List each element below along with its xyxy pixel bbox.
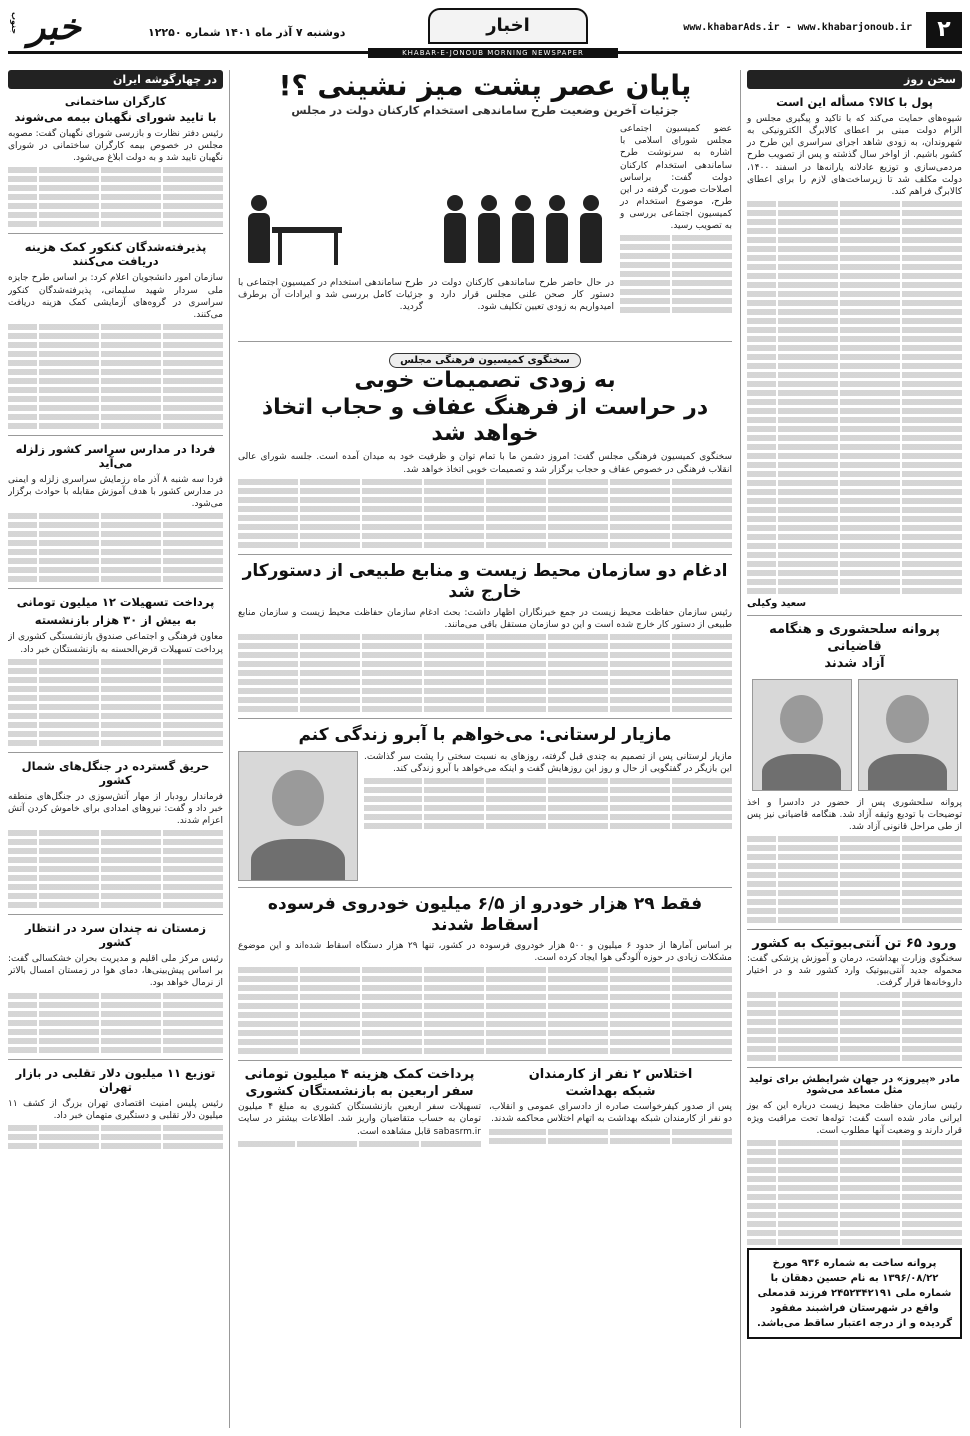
text-filler — [8, 704, 223, 710]
text-filler — [8, 848, 223, 854]
text-filler — [747, 282, 962, 288]
text-filler — [8, 1020, 223, 1026]
desk-silhouette — [272, 227, 342, 233]
text-filler — [8, 396, 223, 402]
text-filler — [747, 579, 962, 585]
text-filler — [747, 1001, 962, 1007]
text-filler — [238, 542, 732, 548]
text-filler — [8, 513, 223, 519]
actor-body: مازیار لرستانی پس از تصمیم به چندی قبل گرفته، روزهای به نسبت سختی را پشت سر گذاشت. این بازیگر در گفتگویی از حال و روز این روزهایش گفت و اینکه می‌خواهد با آبرو زندگی کند. — [364, 751, 732, 774]
text-filler — [489, 1129, 732, 1135]
divider — [238, 1060, 732, 1061]
text-filler — [747, 543, 962, 549]
site-url[interactable]: www.khabarAds.ir - www.khabarjonoub.ir — [683, 22, 912, 33]
text-filler — [747, 1158, 962, 1164]
text-filler — [747, 390, 962, 396]
lead-body: طرح ساماندهی استخدام در کمیسیون اجتماعی با جزئیات کامل بررسی شد و ایرادات آن برطرف گردید. — [238, 278, 423, 313]
text-filler — [747, 588, 962, 594]
text-filler — [8, 1002, 223, 1008]
cheetah-body: رئیس سازمان حفاظت محیط زیست درباره این که یوز ایرانی مادر شده است گفت: توله‌ها تحت مراقبت ویژه قرار دارند و وضعیت آنها مطلوب است. — [747, 1101, 962, 1136]
text-filler — [747, 417, 962, 423]
text-filler — [8, 839, 223, 845]
text-filler — [747, 1176, 962, 1182]
text-filler — [747, 264, 962, 270]
environment-headline: ادغام دو سازمان محیط زیست و منابع طبیعی از دستورکار خارج شد — [242, 560, 728, 602]
text-filler — [238, 1003, 732, 1009]
text-filler — [747, 336, 962, 342]
text-filler — [747, 471, 962, 477]
text-filler — [8, 387, 223, 393]
text-filler — [747, 1185, 962, 1191]
text-filler — [8, 668, 223, 674]
text-filler — [8, 405, 223, 411]
culture-kicker-wrap — [238, 348, 732, 368]
text-filler — [238, 533, 732, 539]
text-filler — [747, 863, 962, 869]
lead-cols — [238, 277, 614, 313]
text-filler — [747, 255, 962, 261]
paper-figure — [544, 195, 570, 265]
text-filler — [8, 722, 223, 728]
text-filler — [364, 796, 732, 802]
text-filler — [747, 426, 962, 432]
text-filler — [8, 324, 223, 330]
text-filler — [8, 1047, 223, 1053]
english-tagline: KHABAR-E-JONOUB MORNING NEWSPAPER — [368, 48, 618, 58]
lead-col — [620, 123, 732, 335]
text-filler — [8, 342, 223, 348]
paper-figure — [510, 195, 536, 265]
text-filler — [238, 661, 732, 667]
text-filler — [747, 1028, 962, 1034]
text-filler — [620, 253, 732, 259]
environment-body: رئیس سازمان حفاظت محیط زیست در جمع خبرنگاران اظهار داشت: بحث ادغام سازمان حفاظت محیط زیست و سازمان منابع طبیعی از دستور کار خارج شده است و این دو سازمان مستقل باقی می‌مانند. — [238, 608, 732, 631]
logo-sub: جنوب — [10, 12, 19, 35]
text-filler — [747, 399, 962, 405]
desk-leg — [334, 231, 338, 265]
text-filler — [238, 670, 732, 676]
text-filler — [620, 289, 732, 295]
text-filler — [8, 993, 223, 999]
text-filler — [747, 228, 962, 234]
embezzlement-article — [489, 1067, 732, 1149]
text-filler — [8, 857, 223, 863]
text-filler — [8, 369, 223, 375]
text-filler — [238, 967, 732, 973]
news-subhead: حریق گسترده در جنگل‌های شمال کشور — [21, 758, 210, 787]
text-filler — [8, 221, 223, 227]
section-title: اخبار — [428, 8, 588, 44]
text-filler — [747, 507, 962, 513]
text-filler — [364, 814, 732, 820]
text-filler — [238, 1012, 732, 1018]
text-filler — [747, 318, 962, 324]
culture-body: سخنگوی کمیسیون فرهنگی مجلس گفت: امروز دشمن ما با تمام توان و ظرفیت خود به میدان آمده است. جلسه شورای عالی انقلاب فرهنگی در خصوص عفاف و حجاب برگزار شد و تصمیمات خوبی اتخاذ خواهد شد. — [238, 452, 732, 475]
release-headline-2: آزاد شدند — [824, 655, 885, 671]
divider — [8, 1059, 223, 1060]
embezzlement-headline: اختلاس ۲ نفر از کارمندان — [528, 1067, 693, 1083]
text-filler — [8, 185, 223, 191]
desk-leg — [278, 231, 282, 265]
news-headline: کارگران ساختمانی — [64, 95, 167, 108]
news-body: رئیس دفتر نظارت و بازرسی شورای نگهبان گفت: مصوبه مجلس در خصوص بیمه کارگران ساختمانی در شورای نگهبان تایید شد و به دولت ابلاغ می‌شود. — [8, 129, 223, 164]
text-filler — [8, 1134, 223, 1140]
actor-article — [238, 751, 732, 881]
text-filler — [238, 506, 732, 512]
text-filler — [238, 1021, 732, 1027]
text-filler — [747, 408, 962, 414]
text-filler — [8, 695, 223, 701]
text-filler — [8, 1011, 223, 1017]
antibiotic-body: سخنگوی وزارت بهداشت، درمان و آموزش پزشکی گفت: محموله جدید آنتی‌بیوتیک وارد کشور شد و در اختیار داروخانه‌ها قرار گرفت. — [747, 953, 962, 989]
text-filler — [238, 1141, 481, 1147]
text-filler — [8, 194, 223, 200]
text-filler — [8, 740, 223, 746]
text-filler — [8, 866, 223, 872]
news-subhead: پرداخت تسهیلات ۱۲ میلیون تومانی — [16, 595, 215, 610]
cars-body: بر اساس آمارها از حدود ۶ میلیون و ۵۰۰ هزار خودروی فرسوده در کشور، تنها ۲۹ هزار دستگاه اسقاط شده‌اند و این موضوع مشکلات زیادی در حوزه آلودگی هوا ایجاد کرده است. — [238, 941, 732, 964]
text-filler — [238, 524, 732, 530]
text-filler — [238, 497, 732, 503]
embezzlement-headline-2: شبکه بهداشت — [565, 1084, 656, 1100]
text-filler — [8, 1029, 223, 1035]
text-filler — [238, 697, 732, 703]
text-filler — [238, 488, 732, 494]
text-filler — [238, 1048, 732, 1054]
news-body: سازمان امور دانشجویان اعلام کرد: بر اساس طرح جایزه ملی سردار شهید سلیمانی، پذیرفته‌شدگان کنکور سراسری در گروه‌های آزمایشی کمک هزینه دریافت می‌کنند. — [8, 273, 223, 320]
text-filler — [238, 706, 732, 712]
text-filler — [747, 908, 962, 914]
seated-figure — [246, 195, 272, 265]
text-filler — [364, 778, 732, 784]
text-filler — [238, 1039, 732, 1045]
text-filler — [238, 515, 732, 521]
text-filler — [238, 679, 732, 685]
text-filler — [747, 435, 962, 441]
text-filler — [620, 280, 732, 286]
divider — [8, 435, 223, 436]
column-kicker: سخن روز — [747, 70, 962, 89]
text-filler — [747, 1140, 962, 1146]
divider — [747, 929, 962, 930]
text-filler — [8, 686, 223, 692]
text-filler — [747, 489, 962, 495]
text-filler — [747, 1203, 962, 1209]
divider — [8, 588, 223, 589]
text-filler — [747, 1055, 962, 1061]
news-body: معاون فرهنگی و اجتماعی صندوق بازنشستگی کشوری از پرداخت تسهیلات قرض‌الحسنه به بازنشستگان خبر داد. — [8, 632, 223, 655]
text-filler — [747, 845, 962, 851]
culture-headline-2: در حراست از فرهنگ عفاف و حجاب اتخاذ خواهد شد — [261, 394, 709, 446]
text-filler — [747, 300, 962, 306]
text-filler — [8, 558, 223, 564]
text-filler — [8, 902, 223, 908]
text-filler — [8, 884, 223, 890]
text-filler — [747, 917, 962, 923]
text-filler — [747, 1019, 962, 1025]
text-filler — [8, 351, 223, 357]
text-filler — [747, 992, 962, 998]
text-filler — [238, 479, 732, 485]
text-filler — [747, 273, 962, 279]
editorial-byline: سعید وکیلی — [747, 597, 807, 609]
text-filler — [8, 540, 223, 546]
paper-figure — [476, 195, 502, 265]
text-filler — [8, 830, 223, 836]
text-filler — [747, 1046, 962, 1052]
text-filler — [8, 522, 223, 528]
text-filler — [8, 531, 223, 537]
text-filler — [8, 167, 223, 173]
release-body: پروانه سلحشوری پس از حضور در دادسرا و اخذ توضیحات با تودیع وثیقه آزاد شد. هنگامه قاضیانی نیز پس از طی مراحل قانونی آزاد شد. — [747, 797, 962, 832]
paper-figure — [442, 195, 468, 265]
text-filler — [8, 1038, 223, 1044]
middle-column — [238, 70, 732, 1428]
lead-article — [238, 123, 732, 335]
text-filler — [364, 823, 732, 829]
divider — [8, 233, 223, 234]
text-filler — [747, 372, 962, 378]
actor-text — [364, 751, 732, 881]
text-filler — [8, 731, 223, 737]
portrait-photo — [858, 679, 958, 791]
text-filler — [8, 875, 223, 881]
text-filler — [747, 854, 962, 860]
page-number: ۲ — [926, 12, 962, 48]
text-filler — [747, 219, 962, 225]
text-filler — [620, 244, 732, 250]
divider — [238, 554, 732, 555]
lead-body: در حال حاضر طرح ساماندهی کارکنان دولت در دستور کار صحن علنی مجلس قرار دارد و امیدواریم به زودی تعیین تکلیف شود. — [429, 278, 614, 313]
text-filler — [8, 360, 223, 366]
divider — [238, 887, 732, 888]
text-filler — [238, 634, 732, 640]
text-filler — [747, 1149, 962, 1155]
text-filler — [747, 516, 962, 522]
text-filler — [747, 354, 962, 360]
masthead — [8, 6, 962, 57]
paper-chain-illustration — [238, 123, 614, 273]
text-filler — [8, 378, 223, 384]
text-filler — [8, 1125, 223, 1131]
text-filler — [747, 836, 962, 842]
text-filler — [8, 659, 223, 665]
text-filler — [8, 414, 223, 420]
text-filler — [8, 576, 223, 582]
text-filler — [747, 462, 962, 468]
text-filler — [8, 212, 223, 218]
text-filler — [747, 480, 962, 486]
text-filler — [747, 237, 962, 243]
news-subhead-2: به بیش از ۳۰ هزار بازنشسته — [34, 613, 197, 628]
text-filler — [747, 1167, 962, 1173]
text-filler — [747, 345, 962, 351]
logo-word: خبر — [28, 6, 81, 48]
text-filler — [747, 327, 962, 333]
text-filler — [747, 453, 962, 459]
text-filler — [747, 1037, 962, 1043]
text-filler — [747, 899, 962, 905]
text-filler — [364, 787, 732, 793]
text-filler — [747, 201, 962, 207]
divider — [747, 615, 962, 616]
text-filler — [747, 890, 962, 896]
text-filler — [747, 525, 962, 531]
news-body: فردا سه شنبه ۸ آذر ماه رزمایش سراسری زلزله و ایمنی در مدارس کشور با هدف آموزش مقابله با حوادث برگزار می‌شود. — [8, 474, 223, 510]
text-filler — [747, 246, 962, 252]
text-filler — [238, 643, 732, 649]
date-issue: دوشنبه ۷ آذر ماه ۱۴۰۱ شماره ۱۲۲۵۰ — [148, 26, 346, 39]
text-filler — [8, 333, 223, 339]
cars-headline: فقط ۲۹ هزار خودرو از ۶/۵ میلیون خودروی فرسوده اسقاط شدند — [267, 893, 703, 935]
text-filler — [238, 1030, 732, 1036]
release-headline: پروانه سلحشوری و هنگامه قاضیانی — [769, 621, 940, 654]
text-filler — [8, 1143, 223, 1149]
text-filler — [8, 423, 223, 429]
editorial-title: پول با کالا؟ مسأله این است — [776, 95, 933, 109]
right-column — [740, 70, 962, 1428]
text-filler — [747, 1194, 962, 1200]
text-filler — [238, 994, 732, 1000]
text-filler — [8, 893, 223, 899]
news-subhead: توزیع ۱۱ میلیون دلار تقلبی در بازار تهران — [15, 1065, 216, 1094]
news-subhead: پذیرفته‌شدگان کنکور کمک هزینه دریافت می‌کنند — [24, 240, 207, 269]
divider — [747, 1067, 962, 1068]
text-filler — [620, 307, 732, 313]
portrait-photo — [752, 679, 852, 791]
text-filler — [620, 235, 732, 241]
text-filler — [238, 652, 732, 658]
antibiotic-headline: ورود ۶۵ تن آنتی‌بیوتیک به کشور — [752, 936, 957, 952]
text-filler — [747, 210, 962, 216]
lead-figure-area — [238, 123, 614, 335]
text-filler — [747, 1239, 962, 1245]
text-filler — [8, 549, 223, 555]
column-kicker: در چهارگوشه ایران — [8, 70, 223, 89]
newspaper-logo — [8, 8, 128, 52]
text-filler — [8, 203, 223, 209]
culture-headline: به زودی تصمیمات خوبی — [354, 368, 616, 394]
news-body: رئیس پلیس امنیت اقتصادی تهران بزرگ از کشف ۱۱ میلیون دلار تقلبی و دستگیری متهمان خبر داد. — [8, 1098, 223, 1121]
text-filler — [747, 552, 962, 558]
text-filler — [8, 176, 223, 182]
text-filler — [747, 534, 962, 540]
bottom-articles — [238, 1067, 732, 1149]
text-filler — [747, 1221, 962, 1227]
text-filler — [8, 567, 223, 573]
text-filler — [747, 1212, 962, 1218]
text-filler — [620, 271, 732, 277]
news-body: رئیس مرکز ملی اقلیم و مدیریت بحران خشکسالی گفت: بر اساس پیش‌بینی‌ها، دمای هوا در زمستان امسال بالاتر از نرمال خواهد بود. — [8, 954, 223, 989]
text-filler — [747, 881, 962, 887]
news-subhead: زمستان نه چندان سرد در انتظار کشور — [25, 921, 206, 950]
pension-headline: پرداخت کمک هزینه ۴ میلیون تومانی — [244, 1067, 475, 1083]
text-filler — [489, 1138, 732, 1144]
text-filler — [747, 498, 962, 504]
divider — [238, 341, 732, 342]
text-filler — [620, 262, 732, 268]
news-body: فرماندار رودبار از مهار آتش‌سوزی در جنگل‌های منطقه خبر داد و گفت: نیروهای امدادی برای خاموش کردن آتش اعزام شدند. — [8, 791, 223, 826]
classified-ad: پروانه ساخت به شماره ۹۳۶ مورخ ۱۳۹۶/۰۸/۲۲ به نام حسین دهقان با شماره ملی ۲۴۵۲۳۴۲۱۹۱ فرزند قدمعلی واقع در شهرستان فراشبند مفقود گردیده و از درجه اعتبار ساقط می‌باشد. — [747, 1248, 962, 1339]
text-filler — [747, 1010, 962, 1016]
actor-headline: مازیار لرستانی: می‌خواهم با آبرو زندگی کنم — [298, 725, 672, 746]
divider — [8, 752, 223, 753]
divider — [8, 914, 223, 915]
news-subhead: فردا در مدارس سراسر کشور زلزله می‌آید — [15, 441, 216, 470]
text-filler — [8, 677, 223, 683]
text-filler — [747, 309, 962, 315]
lead-headline: پایان عصر پشت میز نشینی ؟! — [278, 70, 692, 102]
release-photos — [747, 679, 962, 791]
text-filler — [747, 570, 962, 576]
text-filler — [747, 291, 962, 297]
actor-photo — [238, 751, 358, 881]
text-filler — [747, 381, 962, 387]
text-filler — [238, 688, 732, 694]
lead-subhead: جزئیات آخرین وضعیت طرح ساماندهی استخدام کارکنان دولت در مجلس — [291, 104, 679, 118]
pension-article — [238, 1067, 481, 1149]
pension-body: تسهیلات سفر اربعین بازنشستگان کشوری به مبلغ ۴ میلیون تومان به حساب متقاضیان واریز شد. اطلاعات بیشتر در سایت sabasrm.ir قابل مشاهده است. — [238, 1102, 481, 1137]
editorial-body: شیوه‌های حمایت می‌کند که با تاکید و پیگیری مجلس و الزام دولت مبنی بر اعطای کالابرگ الکترونیکی به شهروندان، به زودی شاهد اجرای سراسری این طرح در کشور باشیم. از اواخر سال گذشته و پس از تصویب طرح مردمی‌سازی و توزیع عادلانه یارانه‌ها در اسفند ۱۴۰۰، دولت مکلف شد تا زیرساخت‌های لازم را برای اعطای کالابرگ فراهم کند. — [747, 114, 962, 197]
text-filler — [747, 363, 962, 369]
pension-headline-2: سفر اربعین به بازنشستگان کشوری — [245, 1084, 474, 1100]
embezzlement-body: پس از صدور کیفرخواست صادره از دادسرای عمومی و انقلاب، دو نفر از کارمندان شبکه بهداشت به اتهام اختلاس محاکمه شدند. — [489, 1102, 732, 1125]
text-filler — [747, 444, 962, 450]
text-filler — [620, 298, 732, 304]
text-filler — [238, 976, 732, 982]
text-filler — [747, 872, 962, 878]
left-column — [8, 70, 230, 1428]
lead-body: عضو کمیسیون اجتماعی مجلس شورای اسلامی با اشاره به سرنوشت طرح ساماندهی استخدام کارکنان دولت گفت: براساس اصلاحات صورت گرفته در این طرح، موضوع استخدام در کمیسیون اجتماعی بررسی و به تصویب رسید. — [620, 124, 732, 232]
news-subhead: با تایید شورای نگهبان بیمه می‌شوند — [14, 110, 217, 124]
paper-figure — [578, 195, 604, 265]
cheetah-headline: مادر «پیروز» در جهان شرایطش برای تولید مثل مساعد می‌شود — [749, 1074, 960, 1097]
text-filler — [747, 1230, 962, 1236]
culture-kicker: سخنگوی کمیسیون فرهنگی مجلس — [389, 353, 581, 368]
text-filler — [364, 805, 732, 811]
text-filler — [238, 985, 732, 991]
text-filler — [747, 561, 962, 567]
text-filler — [8, 713, 223, 719]
divider — [238, 718, 732, 719]
